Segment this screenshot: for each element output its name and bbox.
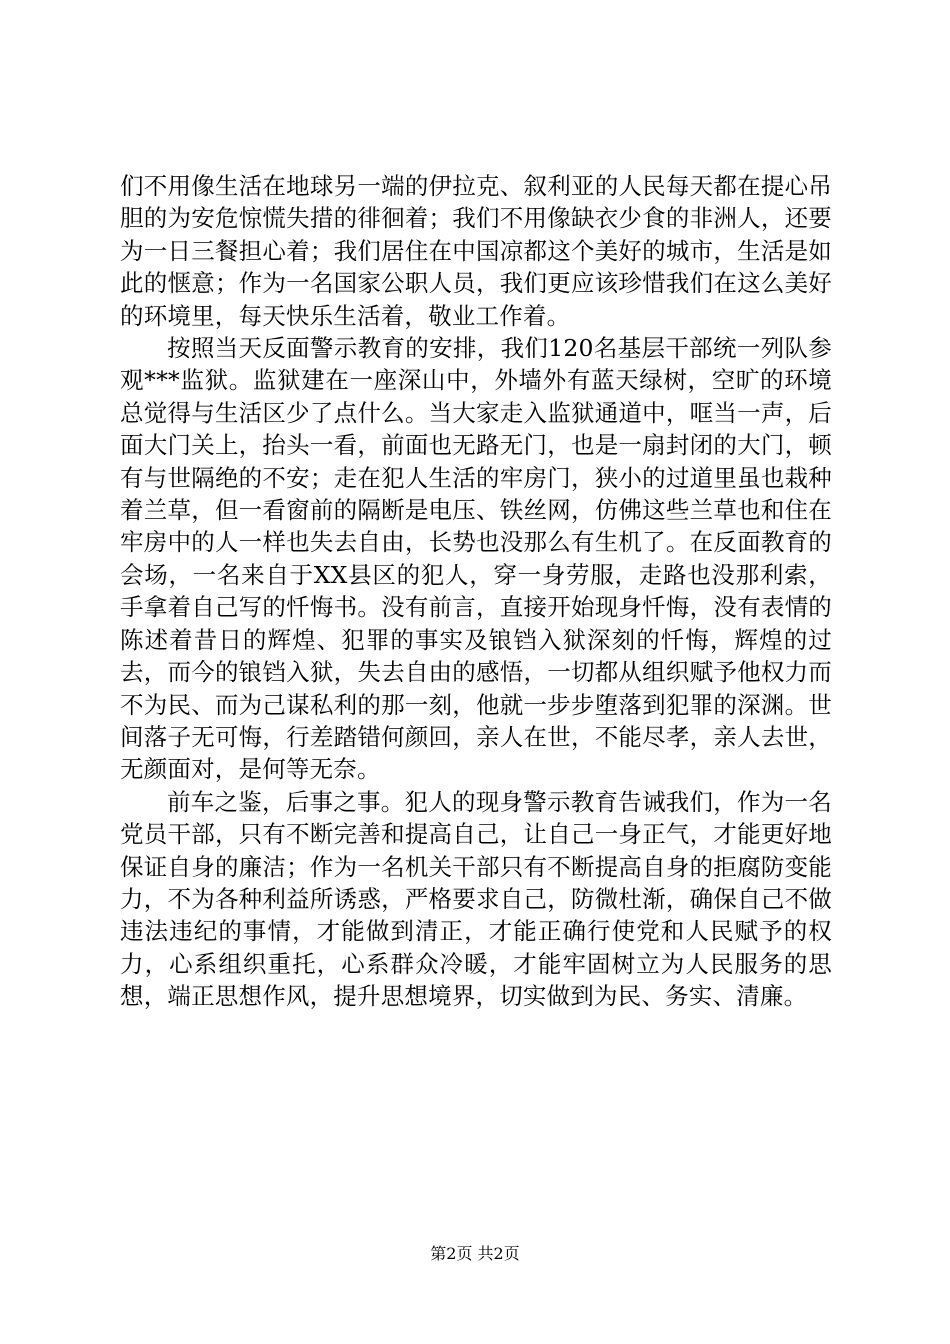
paragraph-continuation: 们不用像生活在地球另一端的伊拉克、叙利亚的人民每天都在提心吊胆的为安危惊慌失措的徘徊着；我们不用像缺衣少食的非洲人，还要为一日三餐担心着；我们居住在中国凉都这个美好的城市，生活是如此的惬意；作为一名国家公职人员，我们更应该珍惜我们在这么美好的环境里，每天快乐生活着，敬业工作着。: [120, 172, 832, 330]
paragraph-lessons: 前车之鉴，后事之事。犯人的现身警示教育告诫我们，作为一名党员干部，只有不断完善和提高自己，让自己一身正气，才能更好地保证自身的廉洁；作为一名机关干部只有不断提高自身的拒腐防变能力，不为各种利益所诱惑，严格要求自己，防微杜渐，确保自己不做违法违纪的事情，才能做到清正，才能正确行使党和人民赋予的权力，心系组织重托，心系群众冷暖，才能牢固树立为人民服务的思想，端正思想作风，提升思想境界，切实做到为民、务实、清廉。: [120, 787, 832, 1011]
page-number-footer: 第2页 共2页: [430, 1244, 520, 1263]
document-body: [120, 170, 832, 1013]
paragraph-prison-visit: 按照当天反面警示教育的安排，我们120名基层干部统一列队参观***监狱。监狱建在一座深山中，外墙外有蓝天绿树，空旷的环境总觉得与生活区少了点什么。当大家走入监狱通道中，哐当一声，后面大门关上，抬头一看，前面也无路无门，也是一扇封闭的大门，顿有与世隔绝的不安；走在犯人生活的牢房门，狭小的过道里虽也栽种着兰草，但一看窗前的隔断是电压、铁丝网，仿佛这些兰草也和住在牢房中的人一样也失去自由，长势也没那么有生机了。在反面教育的会场，一名来自于XX县区的犯人，穿一身劳服，走路也没那利索，手拿着自己写的忏悔书。没有前言，直接开始现身忏悔，没有表情的陈述着昔日的辉煌、犯罪的事实及锒铛入狱深刻的忏悔，辉煌的过去，而今的锒铛入狱，失去自由的感悟，一切都从组织赋予他权力而不为民、而为己谋私利的那一刻，他就一步步堕落到犯罪的深渊。世间落子无可悔，行差踏错何颜回，亲人在世，不能尽孝，亲人去世，无颜面对，是何等无奈。: [120, 334, 832, 784]
